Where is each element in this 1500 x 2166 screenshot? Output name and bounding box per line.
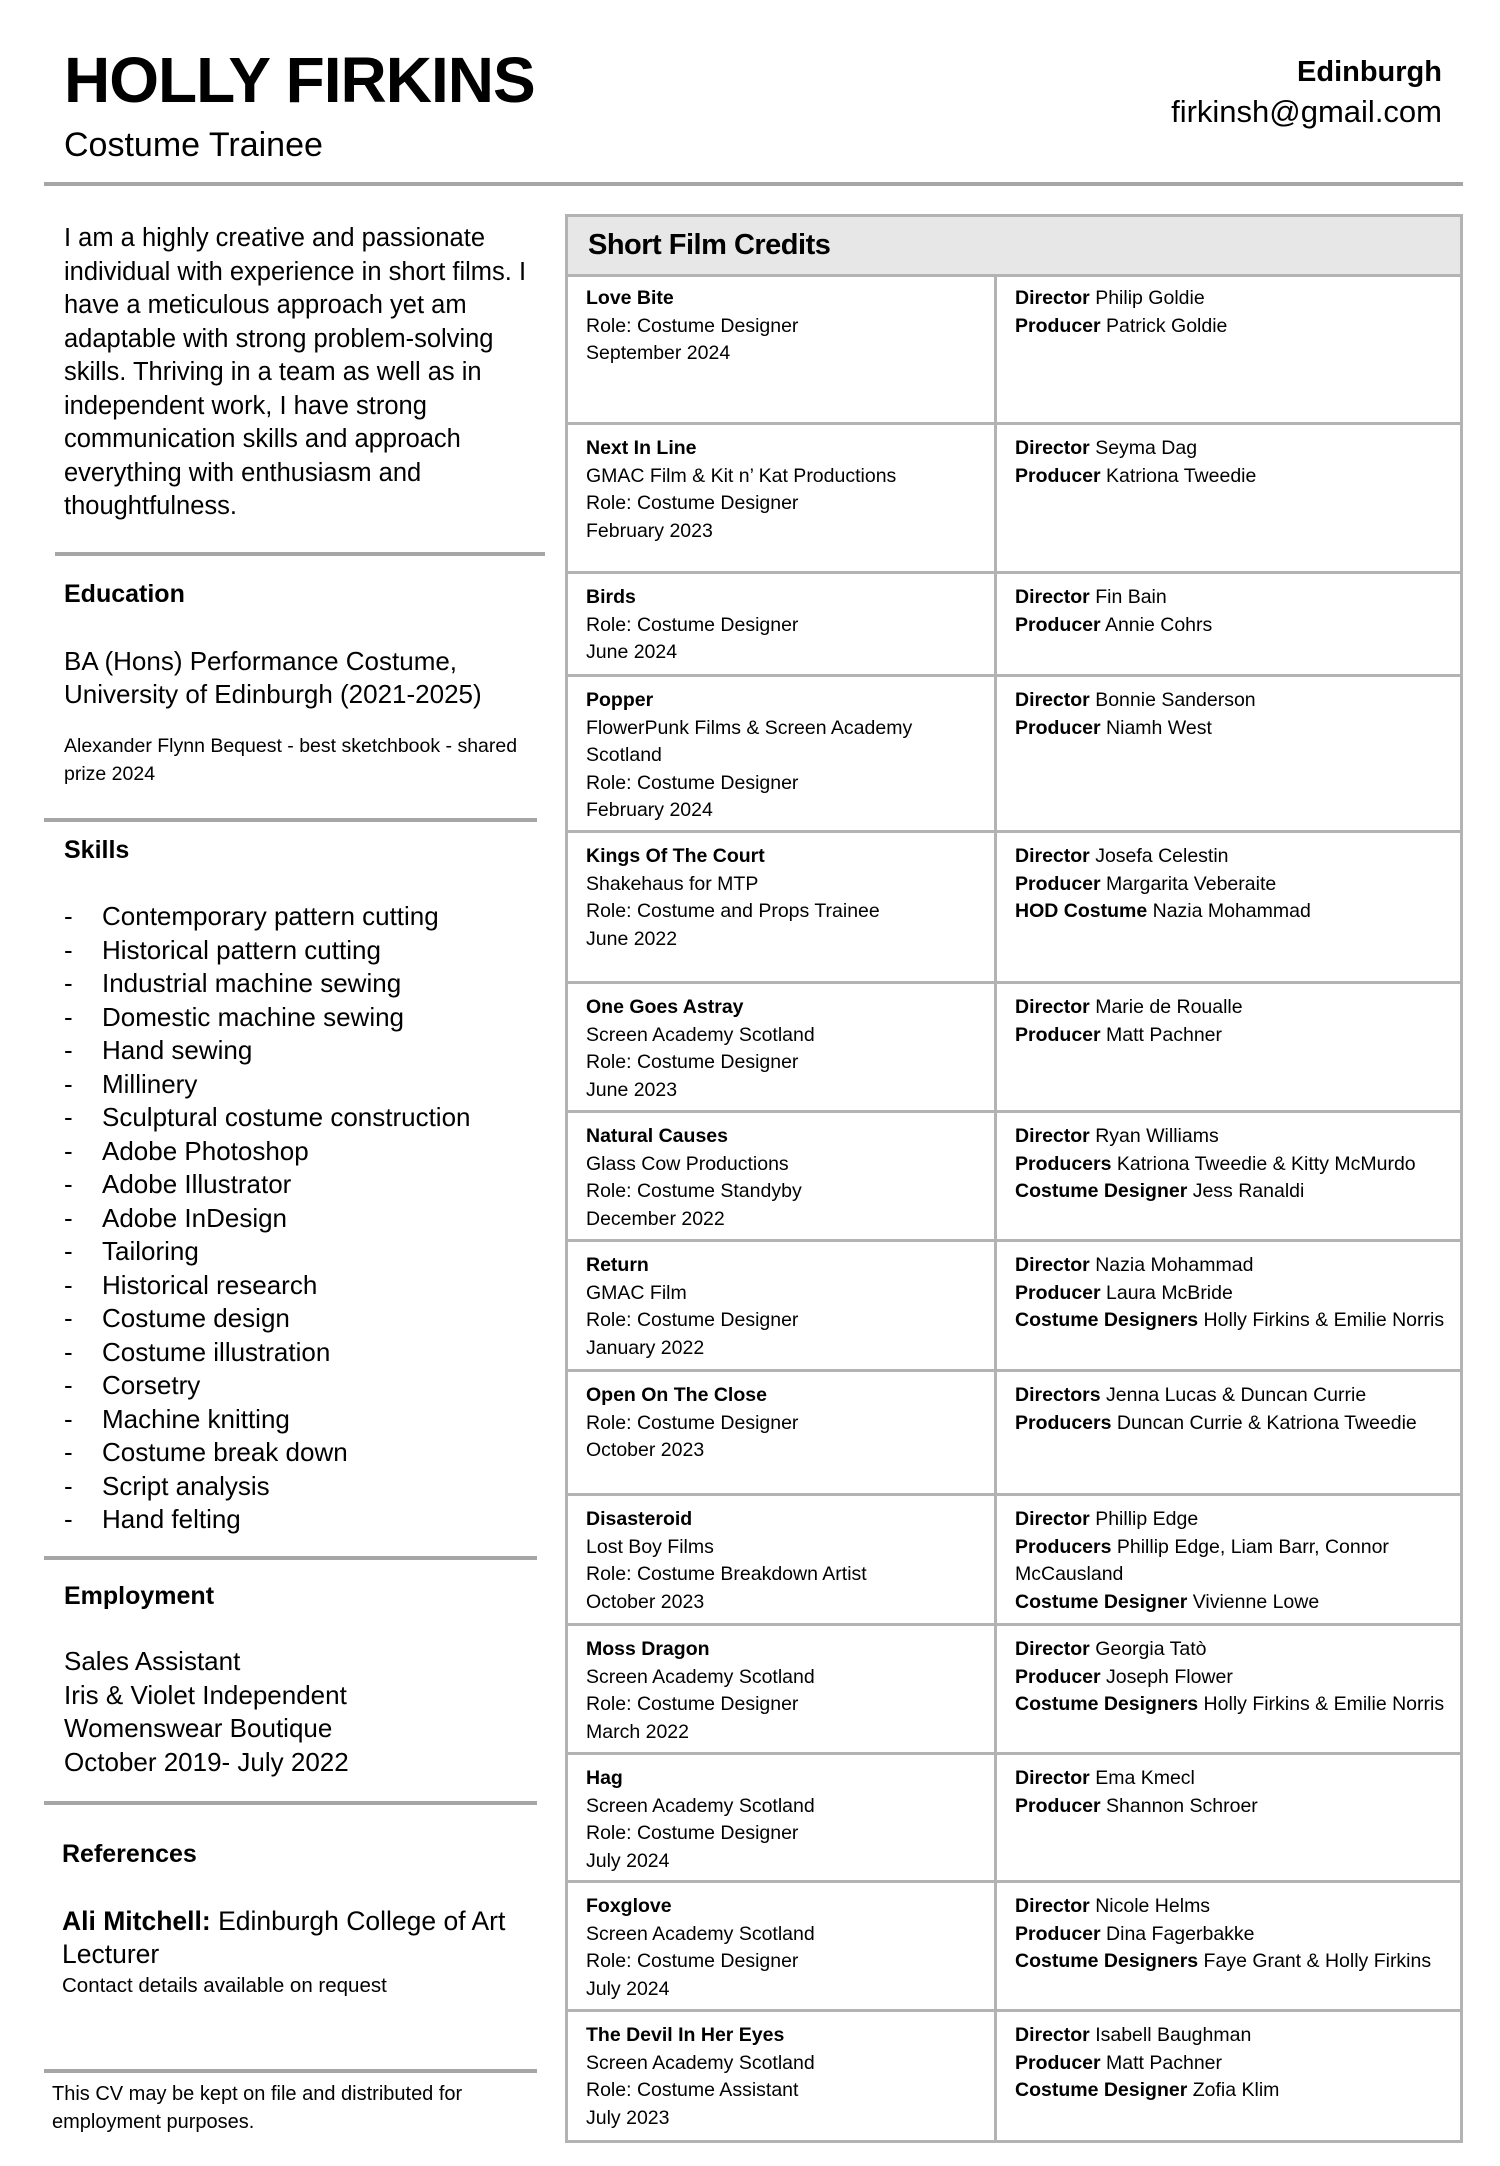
bullet-dash: - <box>64 1303 73 1333</box>
film-detail: July 2024 <box>586 1849 670 1872</box>
skill-label: Industrial machine sewing <box>102 968 402 998</box>
section-divider <box>44 818 537 822</box>
crew-name: Jess Ranaldi <box>1187 1180 1305 1202</box>
film-detail: July 2024 <box>586 1977 670 2000</box>
bullet-dash: - <box>64 1068 73 1099</box>
crew-role-label: Director <box>1015 1508 1090 1530</box>
crew-role-label: Producer <box>1015 1281 1101 1304</box>
crew-line <box>1015 1664 1446 1692</box>
crew-line <box>1015 2022 1446 2050</box>
film-detail: June 2024 <box>586 641 678 663</box>
crew-role-label: Director <box>1015 1638 1090 1660</box>
crew-name: Ryan Williams <box>1089 1125 1219 1147</box>
film-info-cell <box>568 984 997 1110</box>
credits-heading: Short Film Credits <box>588 229 831 261</box>
film-title: Foxglove <box>586 1895 672 1917</box>
bullet-dash: - <box>64 1370 73 1400</box>
skills-list <box>64 900 471 1537</box>
film-crew-cell <box>997 833 1460 981</box>
crew-role-label: Producer <box>1015 613 1101 636</box>
film-detail: December 2022 <box>586 1207 725 1230</box>
film-title: Open On The Close <box>586 1384 767 1406</box>
film-detail: July 2023 <box>586 2106 670 2129</box>
film-title: Hag <box>586 1767 623 1789</box>
skill-label: Hand felting <box>102 1504 241 1534</box>
film-crew-cell <box>997 1626 1460 1752</box>
crew-line <box>1015 1589 1446 1617</box>
film-detail: Role: Costume Designer <box>586 771 799 794</box>
crew-name: Patrick Goldie <box>1100 314 1228 337</box>
crew-line <box>1015 1410 1446 1438</box>
film-info-cell <box>568 1496 997 1623</box>
crew-line <box>1015 1691 1446 1719</box>
crew-name: Nazia Mohammad <box>1089 1254 1254 1276</box>
short-film-credits-table <box>565 214 1463 2143</box>
crew-role-label: HOD Costume <box>1015 900 1148 922</box>
credit-row <box>568 425 1460 574</box>
skill-item <box>64 1336 471 1370</box>
crew-name: Niamh West <box>1100 716 1212 739</box>
crew-name: Holly Firkins & Emilie Norris <box>1198 1693 1445 1715</box>
crew-line <box>1015 313 1446 341</box>
skill-label: Historical research <box>102 1269 318 1300</box>
film-detail: March 2022 <box>586 1720 689 1743</box>
crew-line <box>1015 1506 1446 1534</box>
skill-item <box>64 900 471 934</box>
employment-heading: Employment <box>64 1582 215 1610</box>
film-detail: October 2023 <box>586 1439 705 1461</box>
candidate-name: HOLLY FIRKINS <box>64 44 535 116</box>
skill-item <box>64 1403 471 1437</box>
skill-label: Adobe InDesign <box>102 1202 288 1233</box>
film-detail: Role: Costume Designer <box>586 1693 799 1715</box>
film-info-cell <box>568 1242 997 1369</box>
profile-summary: I am a highly creative and passionate individual with experience in short films. I have a meticulous approach yet am adaptable with strong problem-solving skills. Thriving in a team as well as in independent work, I have strong communication skills and approach everything with enthusiasm and thoughtfulness. <box>64 224 527 520</box>
skill-label: Sculptural costume construction <box>102 1102 471 1132</box>
film-detail: Role: Costume Designer <box>586 1411 799 1434</box>
crew-line <box>1015 1123 1446 1151</box>
film-detail: Role: Costume Designer <box>586 1051 799 1073</box>
skill-item <box>64 1235 471 1269</box>
film-detail: Role: Costume Designer <box>586 314 799 337</box>
crew-role-label: Producer <box>1015 464 1101 487</box>
skill-item <box>64 967 471 1001</box>
film-crew-cell <box>997 1372 1460 1493</box>
crew-line <box>1015 898 1446 926</box>
crew-role-label: Producer <box>1015 314 1101 337</box>
film-info-cell <box>568 1113 997 1239</box>
reference-contact: Contact details available on request <box>62 1974 387 1997</box>
crew-role-label: Directors <box>1015 1384 1101 1406</box>
crew-name: Phillip Edge, Liam Barr, Connor McCausland <box>1015 1535 1389 1585</box>
credit-row <box>568 1242 1460 1372</box>
bullet-dash: - <box>64 934 73 965</box>
film-title: Return <box>586 1254 649 1276</box>
bullet-dash: - <box>64 1403 73 1434</box>
crew-name: Duncan Currie & Katriona Tweedie <box>1111 1411 1417 1434</box>
film-title: Love Bite <box>586 287 674 309</box>
crew-role-label: Director <box>1015 845 1090 867</box>
film-crew-cell <box>997 425 1460 571</box>
film-info-cell <box>568 1755 997 1880</box>
crew-role-label: Costume Designers <box>1015 1309 1199 1331</box>
skill-item <box>64 1135 471 1169</box>
crew-name: Joseph Flower <box>1100 1665 1233 1688</box>
crew-role-label: Director <box>1015 586 1090 608</box>
crew-line <box>1015 871 1446 899</box>
film-crew-cell <box>997 1242 1460 1369</box>
film-crew-cell <box>997 677 1460 830</box>
film-info-cell <box>568 275 997 422</box>
bullet-dash: - <box>64 968 73 998</box>
crew-name: Georgia Tatò <box>1089 1638 1207 1660</box>
skill-label: Tailoring <box>102 1236 199 1266</box>
skill-label: Corsetry <box>102 1370 201 1400</box>
job-title: Costume Trainee <box>64 126 323 164</box>
crew-name: Jenna Lucas & Duncan Currie <box>1100 1384 1367 1406</box>
crew-name: Josefa Celestin <box>1089 845 1229 867</box>
reference-role: Edinburgh College of Art Lecturer <box>62 1906 506 1969</box>
crew-line <box>1015 612 1446 640</box>
crew-name: Nicole Helms <box>1089 1895 1211 1917</box>
film-crew-cell <box>997 1496 1460 1623</box>
crew-name: Shannon Schroer <box>1100 1794 1258 1817</box>
film-crew-cell <box>997 984 1460 1110</box>
crew-name: Matt Pachner <box>1100 2051 1222 2074</box>
crew-role-label: Costume Designer <box>1015 1590 1188 1613</box>
film-title: The Devil In Her Eyes <box>586 2024 785 2046</box>
credit-row <box>568 275 1460 425</box>
crew-name: Margarita Veberaite <box>1100 872 1277 895</box>
crew-role-label: Director <box>1015 287 1090 309</box>
crew-name: Annie Cohrs <box>1100 613 1213 636</box>
film-detail: Role: Costume Designer <box>586 1822 799 1844</box>
skill-item <box>64 1168 471 1202</box>
crew-role-label: Director <box>1015 1895 1090 1917</box>
education-heading: Education <box>64 580 185 608</box>
film-detail: Role: Costume and Props Trainee <box>586 900 880 922</box>
crew-role-label: Producer <box>1015 872 1101 895</box>
education-prize: Alexander Flynn Bequest - best sketchbook - shared prize 2024 <box>64 735 518 785</box>
film-info-cell <box>568 1372 997 1493</box>
employment-line: Womenswear Boutique <box>64 1713 333 1743</box>
crew-line <box>1015 285 1446 313</box>
crew-role-label: Director <box>1015 1767 1090 1789</box>
skill-item <box>64 1034 471 1068</box>
film-title: Moss Dragon <box>586 1638 710 1660</box>
skill-item <box>64 1001 471 1035</box>
skill-label: Costume illustration <box>102 1336 331 1367</box>
skill-item <box>64 1436 471 1470</box>
bullet-dash: - <box>64 1102 73 1132</box>
reference-name: Ali Mitchell: <box>62 1906 211 1936</box>
credit-row <box>568 1113 1460 1242</box>
crew-line <box>1015 687 1446 715</box>
film-detail: Role: Costume Designer <box>586 1309 799 1331</box>
bullet-dash: - <box>64 1236 73 1266</box>
credit-row <box>568 1626 1460 1755</box>
section-divider <box>55 552 545 556</box>
film-detail: Screen Academy Scotland <box>586 1794 815 1817</box>
crew-name: Marie de Roualle <box>1089 996 1243 1018</box>
skill-item <box>64 1302 471 1336</box>
crew-name: Ema Kmecl <box>1089 1767 1195 1789</box>
skill-item <box>64 1269 471 1303</box>
film-detail: February 2023 <box>586 519 713 542</box>
crew-line <box>1015 1307 1446 1335</box>
crew-line <box>1015 1948 1446 1976</box>
skill-label: Adobe Photoshop <box>102 1135 309 1166</box>
employment-line: October 2019- July 2022 <box>64 1746 349 1777</box>
crew-line <box>1015 584 1446 612</box>
bullet-dash: - <box>64 1135 73 1166</box>
crew-line <box>1015 1921 1446 1949</box>
crew-line <box>1015 843 1446 871</box>
crew-role-label: Director <box>1015 689 1090 711</box>
crew-name: Vivienne Lowe <box>1187 1590 1320 1613</box>
film-detail: Role: Costume Breakdown Artist <box>586 1563 867 1585</box>
film-detail: June 2023 <box>586 1078 678 1101</box>
references-heading: References <box>62 1840 197 1868</box>
film-detail: January 2022 <box>586 1336 705 1359</box>
crew-line <box>1015 2050 1446 2078</box>
film-title: Disasteroid <box>586 1508 693 1530</box>
film-detail: Role: Costume Designer <box>586 1950 799 1972</box>
credit-row <box>568 1883 1460 2012</box>
film-detail: Role: Costume Assistant <box>586 2079 799 2101</box>
film-detail: GMAC Film <box>586 1281 687 1304</box>
crew-line <box>1015 2077 1446 2105</box>
crew-role-label: Producer <box>1015 716 1101 739</box>
crew-role-label: Producer <box>1015 1922 1101 1945</box>
film-crew-cell <box>997 2012 1460 2143</box>
film-title: Kings Of The Court <box>586 845 765 867</box>
crew-role-label: Costume Designer <box>1015 1180 1188 1202</box>
employment-line: Iris & Violet Independent <box>64 1679 347 1710</box>
skill-label: Historical pattern cutting <box>102 934 381 965</box>
skill-label: Machine knitting <box>102 1403 290 1434</box>
skill-item <box>64 1503 471 1537</box>
crew-line <box>1015 435 1446 463</box>
credit-row <box>568 1755 1460 1883</box>
bullet-dash: - <box>64 1001 73 1032</box>
film-info-cell <box>568 833 997 981</box>
film-title: Natural Causes <box>586 1125 728 1147</box>
skill-item <box>64 1470 471 1504</box>
crew-line <box>1015 1534 1446 1589</box>
skill-item <box>64 1202 471 1236</box>
crew-role-label: Producer <box>1015 1665 1101 1688</box>
skill-label: Contemporary pattern cutting <box>102 901 439 931</box>
crew-name: Laura McBride <box>1100 1281 1233 1304</box>
crew-line <box>1015 1178 1446 1206</box>
film-title: One Goes Astray <box>586 996 744 1018</box>
employment-details <box>64 1645 349 1779</box>
crew-role-label: Costume Designer <box>1015 2079 1188 2101</box>
credit-row <box>568 1496 1460 1626</box>
crew-role-label: Producers <box>1015 1411 1112 1434</box>
crew-line <box>1015 994 1446 1022</box>
bullet-dash: - <box>64 1437 73 1467</box>
film-info-cell <box>568 677 997 830</box>
crew-name: Matt Pachner <box>1100 1023 1222 1046</box>
section-divider <box>44 1801 537 1805</box>
crew-line <box>1015 1793 1446 1821</box>
credit-row <box>568 574 1460 677</box>
crew-line <box>1015 1765 1446 1793</box>
film-info-cell <box>568 1883 997 2009</box>
crew-role-label: Producers <box>1015 1152 1112 1175</box>
crew-role-label: Producer <box>1015 1023 1101 1046</box>
crew-name: Fin Bain <box>1089 586 1167 608</box>
skills-heading: Skills <box>64 836 130 864</box>
crew-name: Nazia Mohammad <box>1147 900 1311 922</box>
skill-label: Domestic machine sewing <box>102 1001 405 1032</box>
email-link[interactable]: firkinsh@gmail.com <box>1171 94 1442 129</box>
crew-name: Holly Firkins & Emilie Norris <box>1198 1309 1445 1331</box>
film-info-cell <box>568 425 997 571</box>
crew-role-label: Producers <box>1015 1535 1112 1558</box>
crew-line <box>1015 1022 1446 1050</box>
film-info-cell <box>568 2012 997 2143</box>
bullet-dash: - <box>64 1269 73 1300</box>
skill-item <box>64 1369 471 1403</box>
crew-name: Seyma Dag <box>1089 437 1198 459</box>
bullet-dash: - <box>64 901 73 931</box>
crew-name: Bonnie Sanderson <box>1089 689 1256 711</box>
skill-label: Costume design <box>102 1303 290 1333</box>
crew-line <box>1015 1382 1446 1410</box>
skill-label: Script analysis <box>102 1470 270 1501</box>
crew-name: Katriona Tweedie & Kitty McMurdo <box>1111 1152 1416 1175</box>
film-crew-cell <box>997 1755 1460 1880</box>
section-divider <box>44 1556 537 1560</box>
crew-name: Katriona Tweedie <box>1100 464 1257 487</box>
crew-role-label: Director <box>1015 2024 1090 2046</box>
footer-note: This CV may be kept on file and distributed for employment purposes. <box>52 2083 463 2133</box>
crew-name: Faye Grant & Holly Firkins <box>1198 1950 1432 1972</box>
bullet-dash: - <box>64 1169 73 1199</box>
skill-label: Millinery <box>102 1068 198 1099</box>
film-detail: Lost Boy Films <box>586 1535 714 1558</box>
bullet-dash: - <box>64 1202 73 1233</box>
skill-label: Costume break down <box>102 1437 348 1467</box>
credit-row <box>568 677 1460 833</box>
crew-role-label: Director <box>1015 1125 1090 1147</box>
crew-line <box>1015 1151 1446 1179</box>
section-divider <box>44 2069 537 2073</box>
crew-role-label: Costume Designers <box>1015 1693 1199 1715</box>
crew-role-label: Producer <box>1015 1794 1101 1817</box>
reference-entry <box>62 1905 542 1971</box>
film-detail: Shakehaus for MTP <box>586 872 759 895</box>
film-detail: Role: Costume Designer <box>586 613 799 636</box>
film-detail: Screen Academy Scotland <box>586 2051 815 2074</box>
film-detail: FlowerPunk Films & Screen Academy Scotland <box>586 716 913 766</box>
film-detail: Role: Costume Designer <box>586 492 799 514</box>
film-detail: GMAC Film & Kit n’ Kat Productions <box>586 464 897 487</box>
film-detail: Role: Costume Standyby <box>586 1180 802 1202</box>
crew-name: Dina Fagerbakke <box>1100 1922 1255 1945</box>
header-divider <box>44 182 1463 186</box>
skill-label: Adobe Illustrator <box>102 1169 292 1199</box>
bullet-dash: - <box>64 1470 73 1501</box>
film-title: Birds <box>586 586 636 608</box>
employment-line: Sales Assistant <box>64 1646 241 1676</box>
credit-row <box>568 1372 1460 1496</box>
film-crew-cell <box>997 1883 1460 2009</box>
bullet-dash: - <box>64 1504 73 1534</box>
skill-label: Hand sewing <box>102 1035 253 1065</box>
skill-item <box>64 1068 471 1102</box>
film-info-cell <box>568 574 997 674</box>
film-info-cell <box>568 1626 997 1752</box>
crew-role-label: Director <box>1015 996 1090 1018</box>
film-detail: June 2022 <box>586 927 678 950</box>
film-detail: Screen Academy Scotland <box>586 1922 815 1945</box>
film-title: Popper <box>586 689 654 711</box>
credit-row <box>568 2012 1460 2143</box>
credit-row <box>568 833 1460 984</box>
crew-name: Zofia Klim <box>1187 2079 1280 2101</box>
crew-line <box>1015 463 1446 491</box>
bullet-dash: - <box>64 1035 73 1065</box>
crew-role-label: Costume Designers <box>1015 1950 1199 1972</box>
crew-line <box>1015 1636 1446 1664</box>
film-detail: Screen Academy Scotland <box>586 1023 815 1046</box>
crew-role-label: Director <box>1015 1254 1090 1276</box>
skill-item <box>64 934 471 968</box>
credit-row <box>568 984 1460 1113</box>
crew-role-label: Director <box>1015 437 1090 459</box>
crew-name: Isabell Baughman <box>1089 2024 1252 2046</box>
film-crew-cell <box>997 574 1460 674</box>
credits-table-header <box>568 217 1460 277</box>
film-detail: Glass Cow Productions <box>586 1152 789 1175</box>
education-degree: BA (Hons) Performance Costume, University of Edinburgh (2021-2025) <box>64 646 482 709</box>
skill-item <box>64 1101 471 1135</box>
crew-name: Philip Goldie <box>1089 287 1205 309</box>
film-title: Next In Line <box>586 437 697 459</box>
film-crew-cell <box>997 275 1460 422</box>
crew-line <box>1015 1252 1446 1280</box>
crew-line <box>1015 1280 1446 1308</box>
bullet-dash: - <box>64 1336 73 1367</box>
crew-role-label: Producer <box>1015 2051 1101 2074</box>
location: Edinburgh <box>1297 56 1442 88</box>
film-detail: September 2024 <box>586 342 731 364</box>
film-crew-cell <box>997 1113 1460 1239</box>
crew-line <box>1015 715 1446 743</box>
crew-line <box>1015 1893 1446 1921</box>
film-detail: Screen Academy Scotland <box>586 1665 815 1688</box>
film-detail: October 2023 <box>586 1590 705 1613</box>
film-detail: February 2024 <box>586 799 713 821</box>
crew-name: Phillip Edge <box>1089 1508 1199 1530</box>
